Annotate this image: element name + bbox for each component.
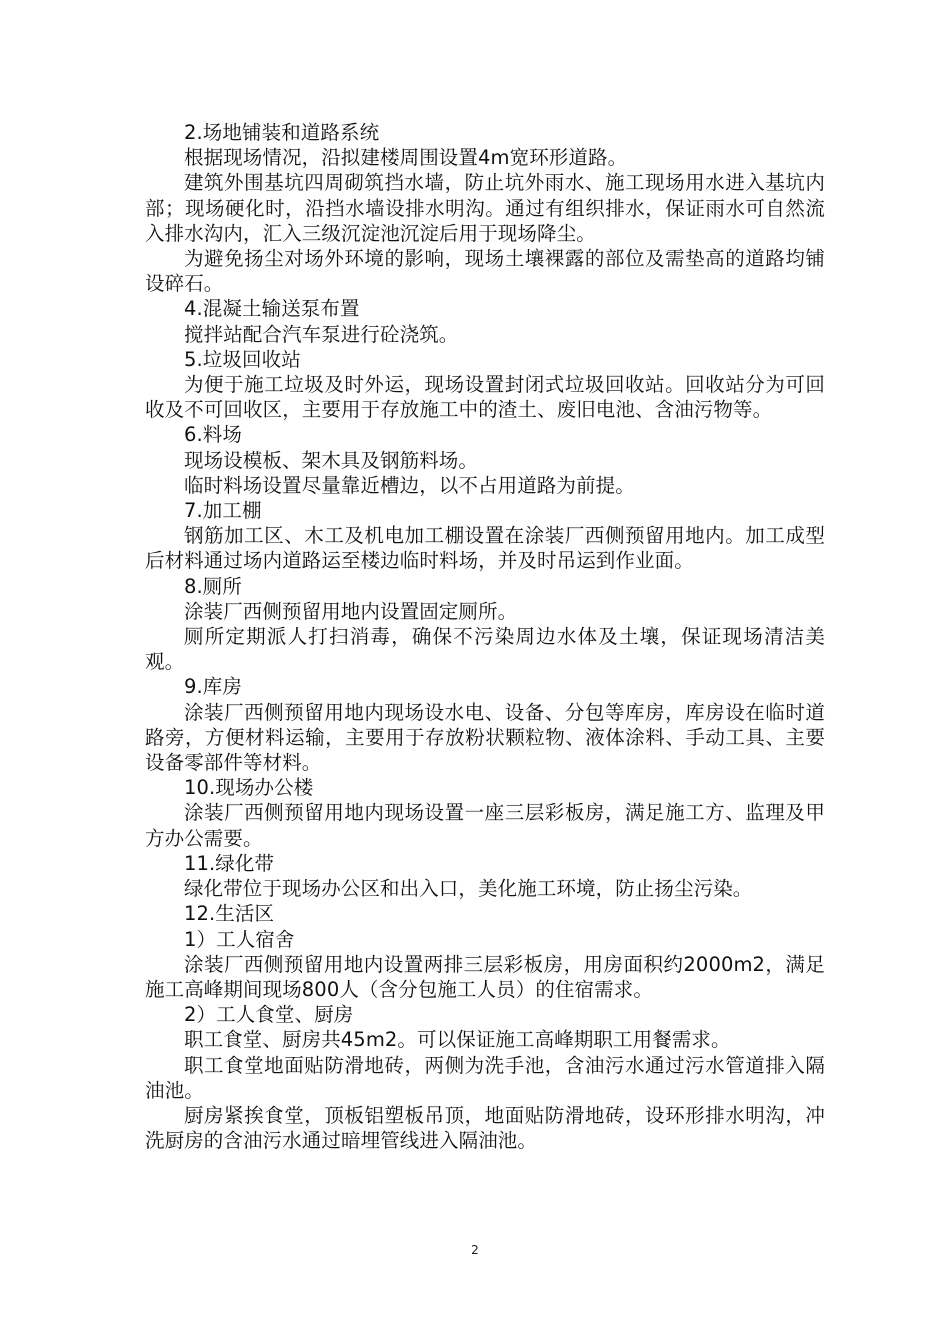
heading-processing-shed: 7.加工棚: [184, 499, 262, 523]
paragraph: 涂装厂西侧预留用地内设置两排三层彩板房，用房面积约2000m2，满足施工高峰期间现场800人（含分包施工人员）的住宿需求。: [145, 952, 825, 1001]
document-body: [145, 120, 825, 1153]
heading-toilet: 8.厕所: [184, 574, 243, 598]
paragraph: 搅拌站配合汽车泵进行砼浇筑。: [184, 322, 459, 346]
paragraph: 涂装厂西侧预留用地内设置固定厕所。: [184, 599, 518, 623]
paragraph: 职工食堂、厨房共45m2。可以保证施工高峰期职工用餐需求。: [184, 1028, 731, 1052]
paragraph: 钢筋加工区、木工及机电加工棚设置在涂装厂西侧预留用地内。加工成型后材料通过场内道路运至楼边临时料场，并及时吊运到作业面。: [145, 524, 825, 573]
heading-site-office: 10.现场办公楼: [184, 776, 314, 800]
heading-material-yard: 6.料场: [184, 423, 243, 447]
paragraph: 职工食堂地面贴防滑地砖，两侧为洗手池，含油污水通过污水管道排入隔油池。: [145, 1053, 825, 1102]
paragraph: 厕所定期派人打扫消毒，确保不污染周边水体及土壤，保证现场清洁美观。: [145, 625, 825, 674]
paragraph: 绿化带位于现场办公区和出入口，美化施工环境，防止扬尘污染。: [184, 877, 753, 901]
paragraph: 建筑外围基坑四周砌筑挡水墙，防止坑外雨水、施工现场用水进入基坑内部；现场硬化时，沿挡水墙设排水明沟。通过有组织排水，保证雨水可自然流入排水沟内，汇入三级沉淀池沉淀后用于现场降尘。: [145, 171, 825, 245]
heading-concrete-pump: 4.混凝土输送泵布置: [184, 297, 360, 321]
heading-garbage-station: 5.垃圾回收站: [184, 347, 301, 371]
subheading-dormitory: 1）工人宿舍: [184, 927, 295, 951]
paragraph: 临时料场设置尽量靠近槽边，以不占用道路为前提。: [184, 473, 635, 497]
paragraph: 涂装厂西侧预留用地内现场设水电、设备、分包等库房，库房设在临时道路旁，方便材料运输，主要用于存放粉状颗粒物、液体涂料、手动工具、主要设备零部件等材料。: [145, 700, 825, 775]
heading-living-area: 12.生活区: [184, 902, 275, 926]
subheading-canteen-kitchen: 2）工人食堂、厨房: [184, 1003, 354, 1027]
heading-warehouse: 9.库房: [184, 675, 243, 699]
paragraph: 涂装厂西侧预留用地内现场设置一座三层彩板房，满足施工方、监理及甲方办公需要。: [145, 801, 825, 850]
heading-green-belt: 11.绿化带: [184, 851, 275, 875]
page-number: 2: [471, 1243, 479, 1257]
heading-paving-roads: 2.场地铺装和道路系统: [184, 121, 380, 144]
paragraph: 为便于施工垃圾及时外运，现场设置封闭式垃圾回收站。回收站分为可回收及不可回收区，主要用于存放施工中的渣土、废旧电池、含油污物等。: [145, 373, 825, 422]
paragraph: 为避免扬尘对场外环境的影响，现场土壤裸露的部位及需垫高的道路均铺设碎石。: [145, 247, 825, 296]
paragraph: 现场设模板、架木具及钢筋料场。: [184, 448, 479, 472]
paragraph: 厨房紧挨食堂，顶板铝塑板吊顶，地面贴防滑地砖，设环形排水明沟，冲洗厨房的含油污水通过暗埋管线进入隔油池。: [145, 1103, 825, 1153]
paragraph: 根据现场情况，沿拟建楼周围设置4m宽环形道路。: [184, 146, 628, 170]
